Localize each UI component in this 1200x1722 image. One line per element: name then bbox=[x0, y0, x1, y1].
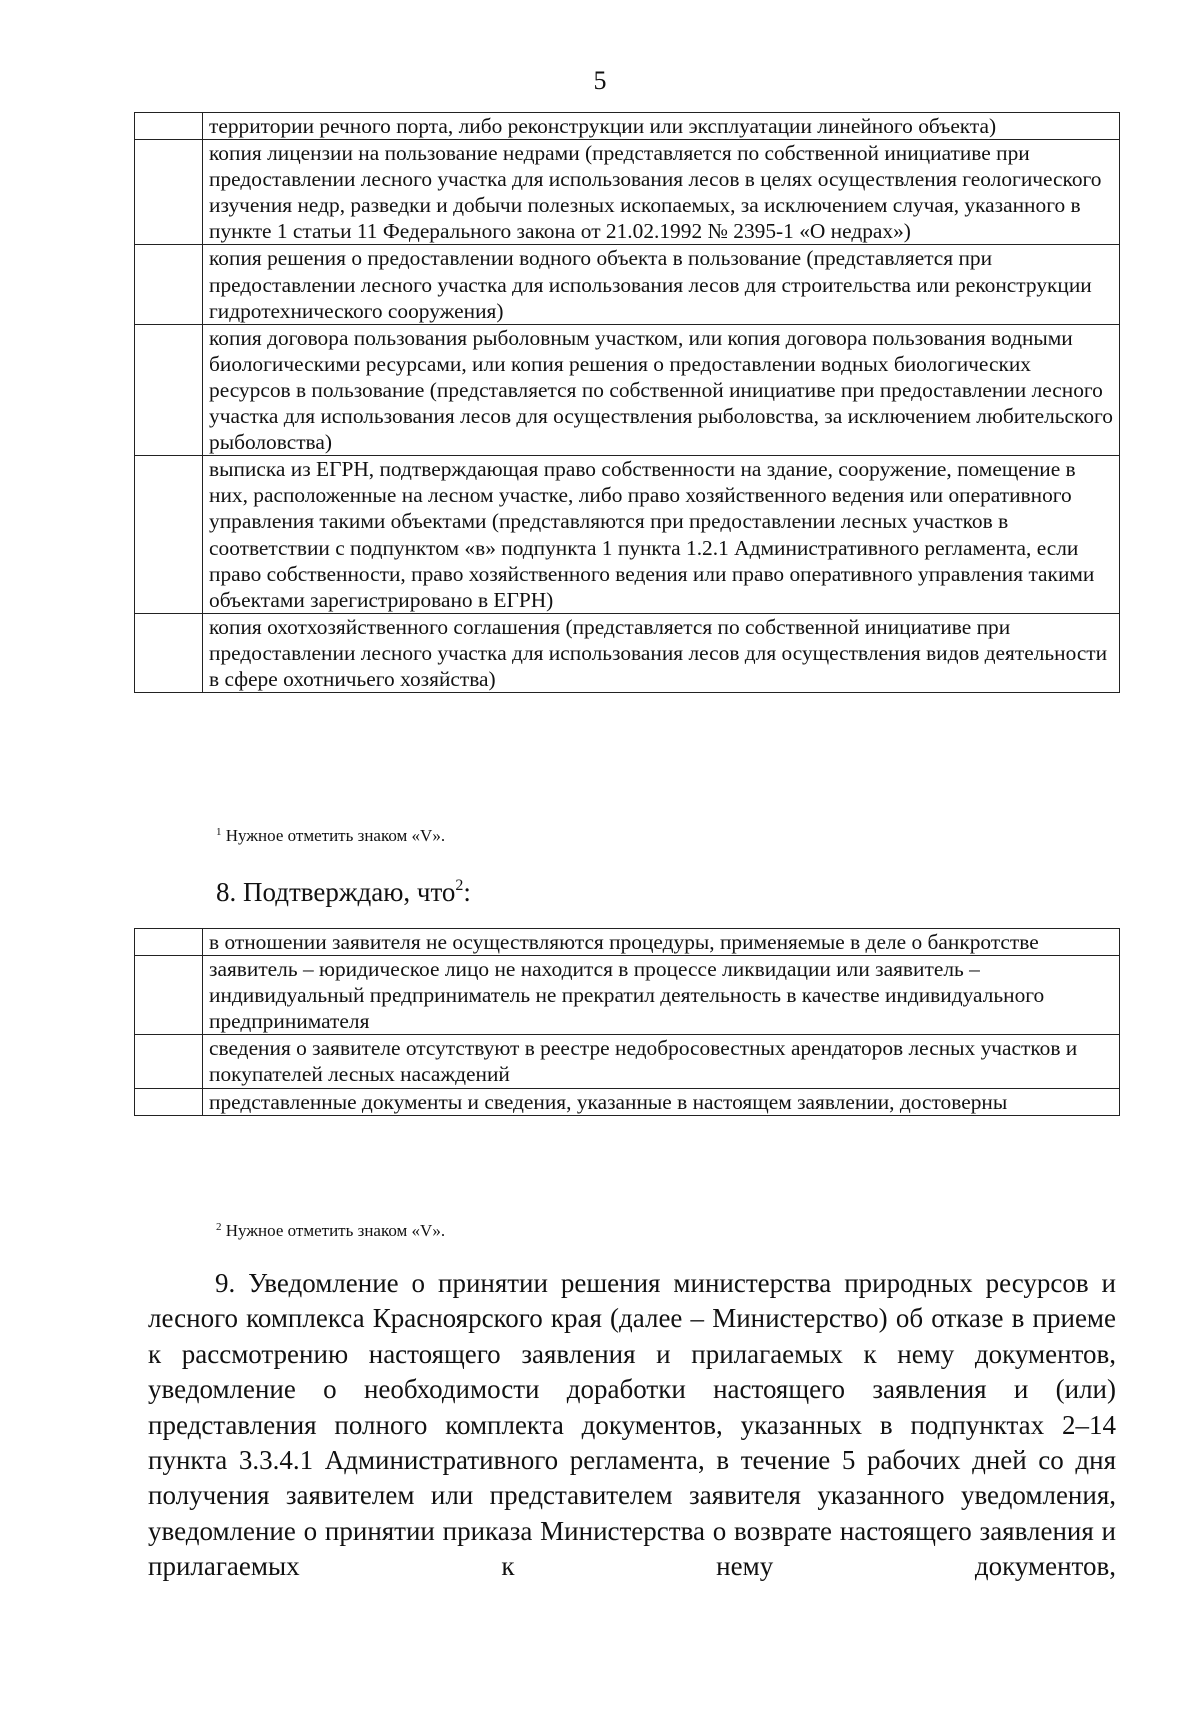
table-row bbox=[135, 245, 1120, 324]
section-8-colon: : bbox=[463, 877, 471, 907]
table-row bbox=[135, 613, 1120, 692]
footnote-text: Нужное отметить знаком «V». bbox=[225, 1221, 446, 1240]
checkbox-cell[interactable] bbox=[135, 245, 203, 324]
table-cell-text: копия договора пользования рыболовным участком, или копия договора пользования водными биологическими ресурсами, или копия решения о предоставлении водных биологических ресурсов в пользование (представляется по собственной инициативе при предоставлении лесного участка для использования лесов для осуществления рыболовства, за исключением любительского рыболовства) bbox=[203, 324, 1120, 455]
checkbox-cell[interactable] bbox=[135, 456, 203, 614]
checkbox-cell[interactable] bbox=[135, 324, 203, 455]
table-cell-text: заявитель – юридическое лицо не находится в процессе ликвидации или заявитель – индивидуальный предприниматель не прекратил деятельность в качестве индивидуального предпринимателя bbox=[203, 956, 1120, 1035]
checkbox-cell[interactable] bbox=[135, 613, 203, 692]
table-row bbox=[135, 1088, 1120, 1115]
table-cell-text: копия лицензии на пользование недрами (представляется по собственной инициативе при предоставлении лесного участка для использования лесов в целях осуществления геологического изучения недр, разведки и добычи полезных ископаемых, за исключением случая, указанного в пункте 1 статьи 11 Федерального закона от 21.02.1992 № 2395-1 «О недрах») bbox=[203, 140, 1120, 245]
checkbox-cell[interactable] bbox=[135, 956, 203, 1035]
section-8-heading bbox=[216, 870, 471, 908]
checkbox-cell[interactable] bbox=[135, 113, 203, 140]
confirmation-table bbox=[134, 928, 1120, 1116]
table-row bbox=[135, 456, 1120, 614]
table-cell-text: территории речного порта, либо реконструкции или эксплуатации линейного объекта) bbox=[203, 113, 1120, 140]
footnote-marker: 2 bbox=[455, 877, 464, 894]
page-number: 5 bbox=[593, 66, 607, 95]
section-8-text: 8. Подтверждаю, что bbox=[216, 877, 456, 907]
table-row bbox=[135, 113, 1120, 140]
table-cell-text: в отношении заявителя не осуществляются процедуры, применяемые в деле о банкротстве bbox=[203, 929, 1120, 956]
table-row bbox=[135, 140, 1120, 245]
documents-table bbox=[134, 112, 1120, 693]
table-cell-text: копия охотхозяйственного соглашения (представляется по собственной инициативе при предоставлении лесного участка для использования лесов для осуществления видов деятельности в сфере охотничьего хозяйства) bbox=[203, 613, 1120, 692]
checkbox-cell[interactable] bbox=[135, 140, 203, 245]
table-cell-text: сведения о заявителе отсутствуют в реестре недобросовестных арендаторов лесных участков и покупателей лесных насаждений bbox=[203, 1035, 1120, 1088]
table-row bbox=[135, 956, 1120, 1035]
footnote-2 bbox=[216, 1216, 445, 1242]
table-cell-text: представленные документы и сведения, указанные в настоящем заявлении, достоверны bbox=[203, 1088, 1120, 1115]
footnote-marker: 2 bbox=[216, 1221, 222, 1233]
footnote-text: Нужное отметить знаком «V». bbox=[225, 826, 446, 845]
checkbox-cell[interactable] bbox=[135, 1035, 203, 1088]
checkbox-cell[interactable] bbox=[135, 1088, 203, 1115]
footnote-marker: 1 bbox=[216, 826, 222, 838]
table-row bbox=[135, 1035, 1120, 1088]
footnote-1 bbox=[216, 821, 445, 847]
table-cell-text: копия решения о предоставлении водного объекта в пользование (представляется при предоставлении лесного участка для использования лесов для строительства или реконструкции гидротехнического сооружения) bbox=[203, 245, 1120, 324]
table-cell-text: выписка из ЕГРН, подтверждающая право собственности на здание, сооружение, помещение в них, расположенные на лесном участке, либо право хозяйственного ведения или оперативного управления такими объектами (представляются при предоставлении лесных участков в соответствии с подпунктом «в» подпункта 1 пункта 1.2.1 Административного регламента, если право собственности, право хозяйственного ведения или право оперативного управления такими объектами зарегистрировано в ЕГРН) bbox=[203, 456, 1120, 614]
checkbox-cell[interactable] bbox=[135, 929, 203, 956]
table-row bbox=[135, 929, 1120, 956]
table-row bbox=[135, 324, 1120, 455]
section-9-paragraph: 9. Уведомление о принятии решения министерства природных ресурсов и лесного комплекса Красноярского края (далее – Министерство) об отказе в приеме к рассмотрению настоящего заявления и прилагаемых к нему документов, уведомление о необходимости доработки настоящего заявления и (или) представления полного комплекта документов, указанных в подпунктах 2–14 пункта 3.3.4.1 Административного регламента, в течение 5 рабочих дней со дня получения заявителем или представителем заявителя указанного уведомления, уведомление о принятии приказа Министерства о возврате настоящего заявления и прилагаемых к нему документов, bbox=[148, 1268, 1116, 1582]
